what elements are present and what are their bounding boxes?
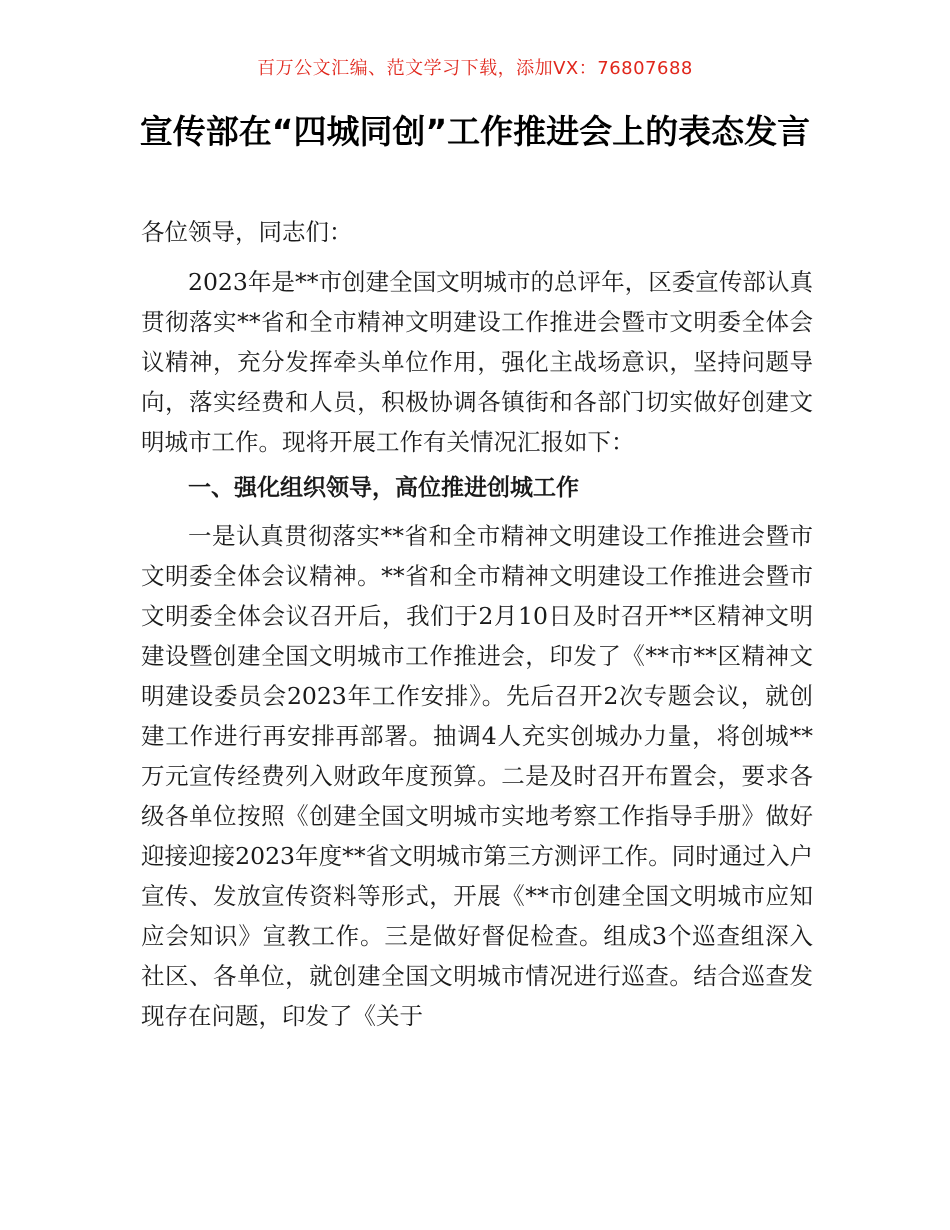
document-body [141, 212, 813, 1042]
section-heading: 一、强化组织领导，高位推进创城工作 [188, 475, 579, 501]
document-title: 宣传部在“四城同创”工作推进会上的表态发言 [139, 112, 811, 151]
intro-paragraph: 2023年是**市创建全国文明城市的总评年，区委宣传部认真贯彻落实**省和全市精神文明建设工作推进会暨市文明委全体会议精神，充分发挥牵头单位作用，强化主战场意识，坚持问题导向，落实经费和人员，积极协调各镇街和各部门切实做好创建文明城市工作。现将开展工作有关情况汇报如下： [141, 268, 813, 456]
header-promo-note: 百万公文汇编、范文学习下载，添加VX：76807688 [257, 58, 693, 79]
section-paragraph: 一是认真贯彻落实**省和全市精神文明建设工作推进会暨市文明委全体会议精神。**省和全市精神文明建设工作推进会暨市文明委全体会议召开后，我们于2月10日及时召开**区精神文明建设暨创建全国文明城市工作推进会，印发了《**市**区精神文明建设委员会2023年工作安排》。先后召开2次专题会议，就创建工作进行再安排再部署。抽调4人充实创城办力量，将创城**万元宣传经费列入财政年度预算。二是及时召开布置会，要求各级各单位按照《创建全国文明城市实地考察工作指导手册》做好迎接迎接2023年度**省文明城市第三方测评工作。同时通过入户宣传、发放宣传资料等形式，开展《**市创建全国文明城市应知应会知识》宣教工作。三是做好督促检查。组成3个巡查组深入社区、各单位，就创建全国文明城市情况进行巡查。结合巡查发现存在问题，印发了《关于 [141, 522, 813, 1030]
salutation: 各位领导，同志们： [141, 218, 353, 246]
